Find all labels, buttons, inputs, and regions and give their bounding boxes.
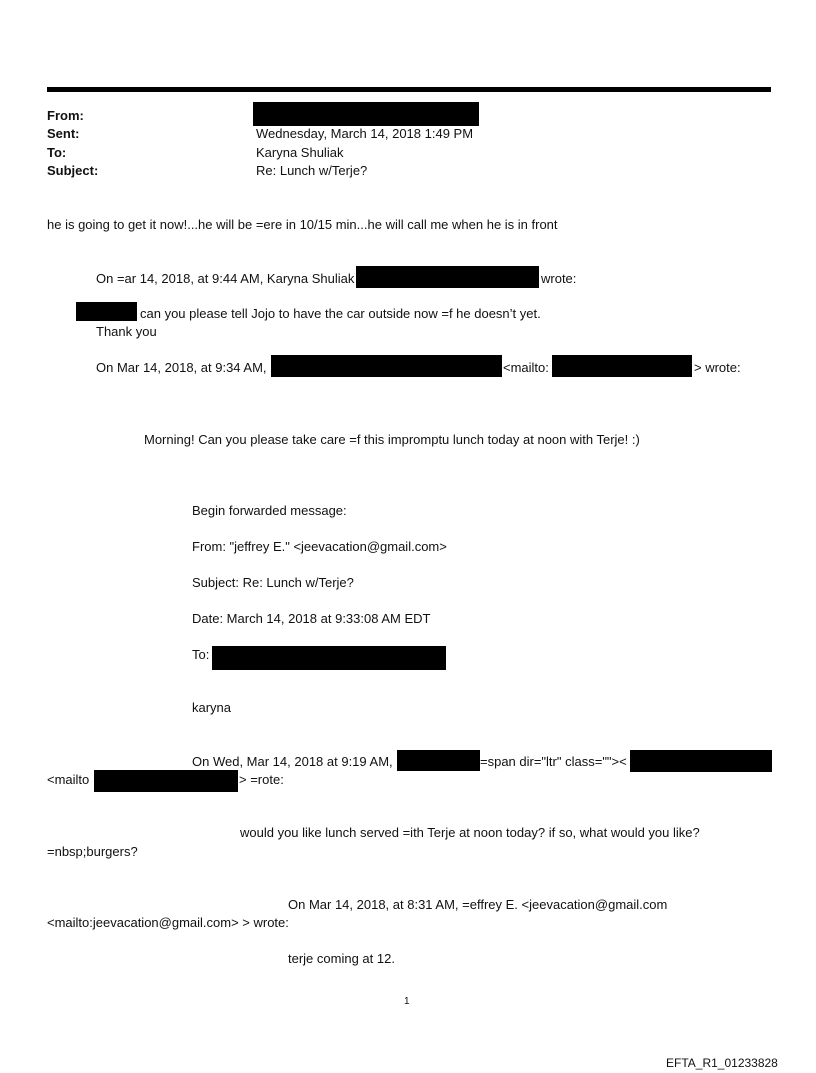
page-number: 1	[404, 996, 410, 1007]
redaction-forward-to	[212, 646, 446, 670]
redaction-q3-email	[630, 750, 772, 772]
quote2-header: On Mar 14, 2018, at 9:34 AM,	[96, 360, 267, 375]
quote4-header-2: <mailto:jeevacation@gmail.com> > wrote:	[47, 915, 289, 930]
quote4-header: On Mar 14, 2018, at 8:31 AM, =effrey E. <jeevacation@gmail.com	[288, 897, 668, 912]
quote3-line-1: would you like lunch served =ith Terje at noon today? if so, what would you like?	[240, 825, 700, 840]
quote2-wrote: > wrote:	[694, 360, 741, 375]
quote1-line-1: can you please tell Jojo to have the car outside now =f he doesn’t yet.	[140, 306, 541, 321]
forward-from: From: "jeffrey E." <jeevacation@gmail.com>	[192, 539, 447, 554]
quote4-line-1: terje coming at 12.	[288, 951, 395, 966]
quote3-span: =span dir="ltr" class=""><	[480, 754, 627, 769]
body-line-1: he is going to get it now!...he will be =ere in 10/15 min...he will call me when he is in front	[47, 217, 558, 232]
to-label: To:	[47, 145, 67, 160]
quote3-header: On Wed, Mar 14, 2018 at 9:19 AM,	[192, 754, 393, 769]
quote1-header: On =ar 14, 2018, at 9:44 AM, Karyna Shuliak	[96, 271, 355, 286]
redaction-q3-mailto	[94, 770, 238, 792]
quote3-rote: > =rote:	[239, 772, 284, 787]
subject-label: Subject:	[47, 163, 99, 178]
from-label: From:	[47, 108, 84, 123]
forward-subject: Subject: Re: Lunch w/Terje?	[192, 575, 354, 590]
quote1-wrote: wrote:	[541, 271, 577, 286]
redaction-q2-sender	[271, 355, 502, 377]
forward-begin: Begin forwarded message:	[192, 503, 347, 518]
footer-id: EFTA_R1_01233828	[666, 1056, 778, 1070]
quote2-line-1: Morning! Can you please take care =f this impromptu lunch today at noon with Terje! :)	[144, 432, 640, 447]
redaction-q1-email	[356, 266, 539, 288]
forward-body: karyna	[192, 700, 232, 715]
redaction-q2-mailto	[552, 355, 692, 377]
quote2-mailto: <mailto:	[503, 360, 549, 375]
forward-to-label: To:	[192, 647, 210, 662]
header-rule	[47, 87, 771, 92]
sent-label: Sent:	[47, 126, 80, 141]
quote3-mailto: <mailto	[47, 772, 90, 787]
forward-date: Date: March 14, 2018 at 9:33:08 AM EDT	[192, 611, 431, 626]
sent-value: Wednesday, March 14, 2018 1:49 PM	[256, 126, 474, 141]
quote3-line-2: =nbsp;burgers?	[47, 844, 138, 859]
to-value: Karyna Shuliak	[256, 145, 344, 160]
redaction-from	[253, 102, 479, 126]
subject-value: Re: Lunch w/Terje?	[256, 163, 368, 178]
quote1-line-2: Thank you	[96, 324, 157, 339]
redaction-q1-name	[76, 302, 137, 321]
redaction-q3-name	[397, 750, 480, 771]
